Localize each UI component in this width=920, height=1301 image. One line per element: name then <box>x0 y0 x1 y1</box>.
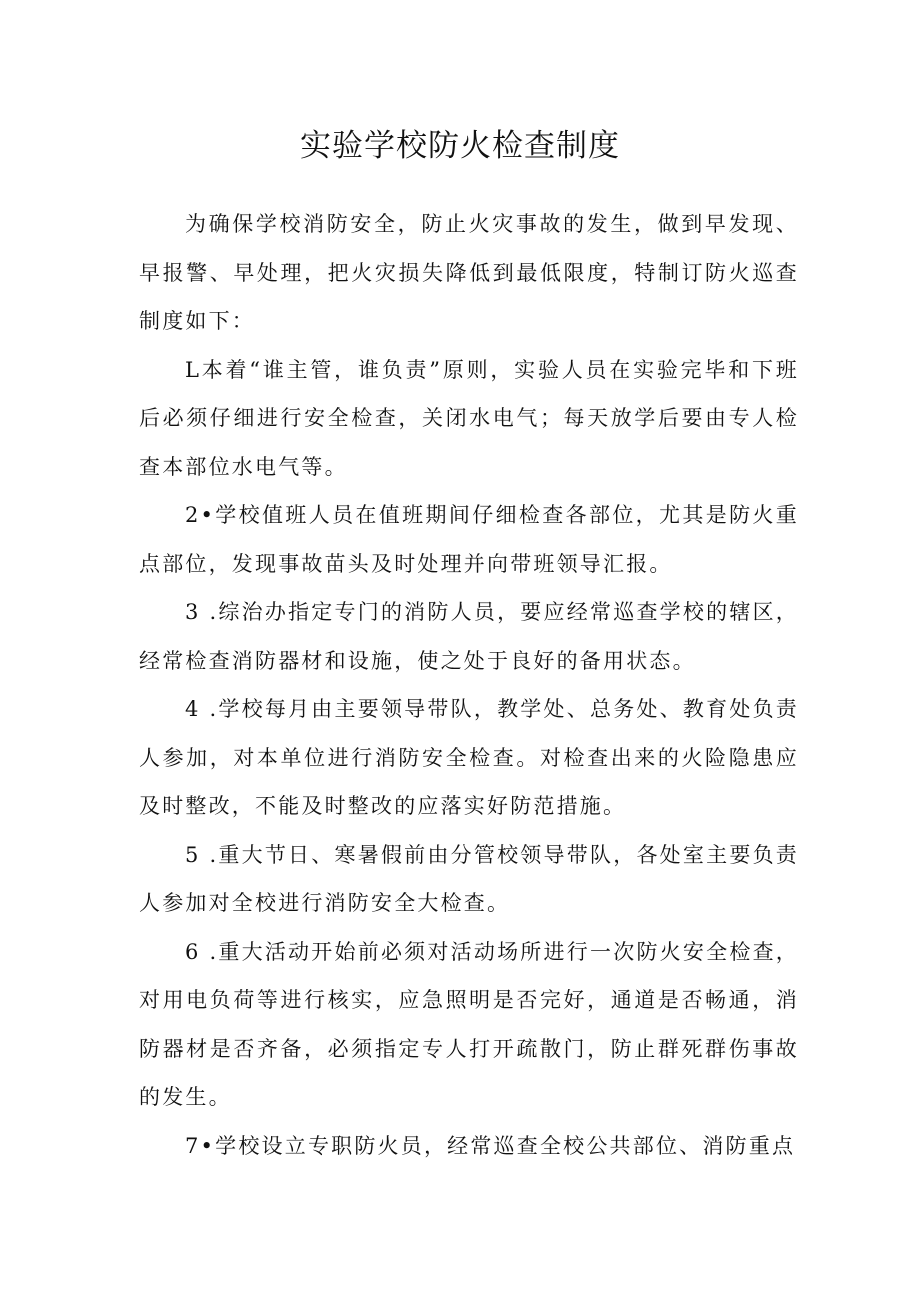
paragraph-item-7: 7•学校设立专职防火员，经常巡查全校公共部位、消防重点 <box>185 1133 796 1158</box>
paragraph-item-5: 5 .重大节日、寒暑假前由分管校领导带队，各处室主要负责人参加对全校进行消防安全大检查。 <box>139 842 799 915</box>
document-title: 实验学校防火检查制度 <box>300 128 620 164</box>
paragraph-item-3: 3 .综治办指定专门的消防人员，要应经常巡查学校的辖区，经常检查消防器材和设施，使之处于良好的备用状态。 <box>139 600 799 673</box>
paragraph-item-1: L本着“谁主管，谁负责”原则，实验人员在实验完毕和下班后必须仔细进行安全检查，关闭水电气；每天放学后要由专人检查本部位水电气等。 <box>139 357 799 479</box>
document-body <box>139 200 799 1170</box>
paragraph-item-2: 2•学校值班人员在值班期间仔细检查各部位，尤其是防火重点部位，发现事故苗头及时处理并向带班领导汇报。 <box>139 503 799 576</box>
paragraph-item-4: 4 .学校每月由主要领导带队，教学处、总务处、教育处负责人参加，对本单位进行消防安全检查。对检查出来的火险隐患应及时整改，不能及时整改的应落实好防范措施。 <box>139 697 799 818</box>
paragraph-intro: 为确保学校消防安全，防止火灾事故的发生，做到早发现、早报警、早处理，把火灾损失降低到最低限度，特制订防火巡查制度如下： <box>139 212 799 333</box>
paragraph-item-6: 6 .重大活动开始前必须对活动场所进行一次防火安全检查，对用电负荷等进行核实，应急照明是否完好，通道是否畅通，消防器材是否齐备，必须指定专人打开疏散门，防止群死群伤事故的发生。 <box>139 939 799 1109</box>
